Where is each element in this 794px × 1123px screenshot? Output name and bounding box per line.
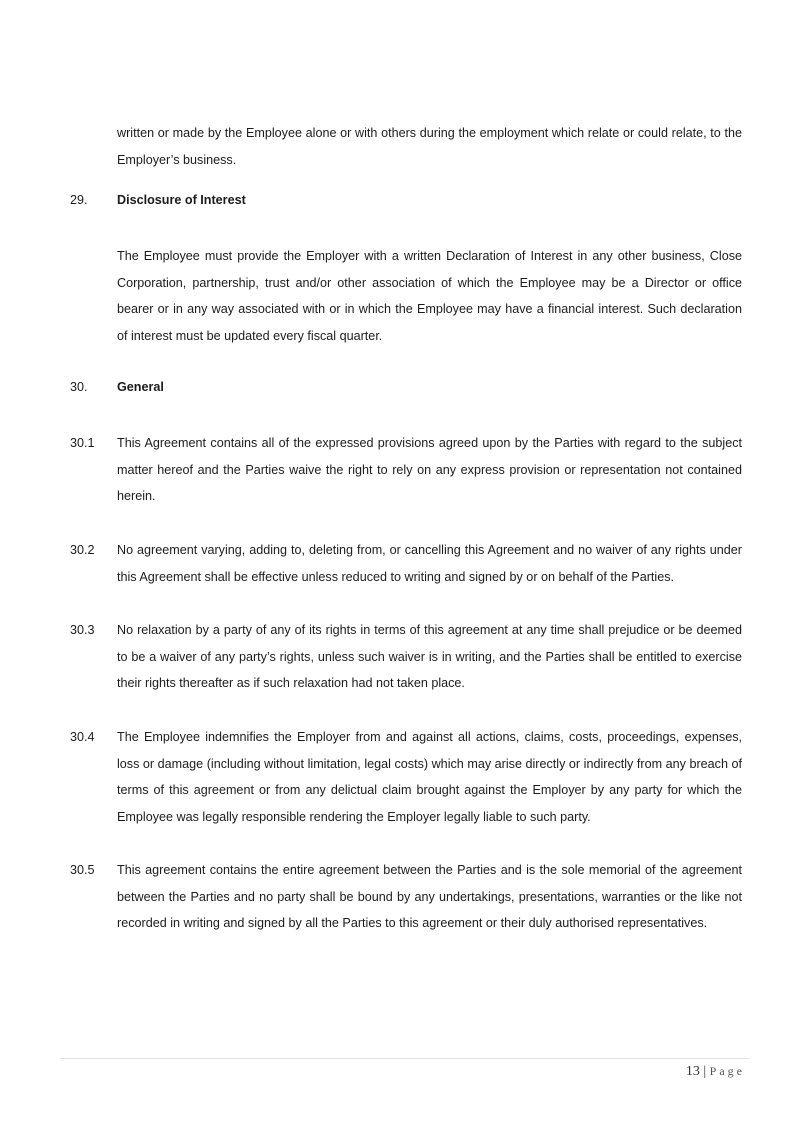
clause-30-2-number: 30.2 <box>70 543 95 557</box>
page-word: Page <box>709 1064 745 1078</box>
page-footer <box>655 1061 745 1082</box>
page-number: 13 <box>685 1064 700 1079</box>
section-30-title: General <box>117 380 164 394</box>
clause-30-5-text: This agreement contains the entire agreement between the Parties and is the sole memorial of the agreement between the Parties and no party shall be bound by any undertakings, presentations, warranties or the like not recorded in writing and signed by all the Parties to this agreement or their duly authorised representatives. <box>117 863 742 930</box>
continuation-paragraph: written or made by the Employee alone or with others during the employment which relate or could relate, to the Employer’s business. <box>117 126 742 167</box>
clause-30-3-text: No relaxation by a party of any of its rights in terms of this agreement at any time shall prejudice or be deemed to be a waiver of any party’s rights, unless such waiver is in writing, and the Parties shall be entitled to exercise their rights thereafter as if such relaxation had not taken place. <box>117 623 742 690</box>
clause-30-5-number: 30.5 <box>70 863 95 877</box>
page-separator: | <box>703 1064 707 1079</box>
section-30-number: 30. <box>70 380 88 394</box>
clause-30-2-text: No agreement varying, adding to, deleting from, or cancelling this Agreement and no waiver of any rights under this Agreement shall be effective unless reduced to writing and signed by or on behalf of the Parties. <box>117 543 742 584</box>
clause-30-1-text: This Agreement contains all of the expressed provisions agreed upon by the Parties with regard to the subject matter hereof and the Parties waive the right to rely on any express provision or representation not contained herein. <box>117 436 742 503</box>
clause-30-1-number: 30.1 <box>70 436 95 450</box>
clause-30-3-number: 30.3 <box>70 623 95 637</box>
section-29-number: 29. <box>70 193 88 207</box>
clause-30-4-number: 30.4 <box>70 730 95 744</box>
footer-divider <box>60 1058 750 1059</box>
section-29-body: The Employee must provide the Employer with a written Declaration of Interest in any other business, Close Corporation, partnership, trust and/or other association of which the Employee may be a Director or office bearer or in any way associated with or in which the Employee may have a financial interest. Such declaration of interest must be updated every fiscal quarter. <box>117 249 742 343</box>
section-29-title: Disclosure of Interest <box>117 193 246 207</box>
clause-30-4-text: The Employee indemnifies the Employer from and against all actions, claims, costs, proceedings, expenses, loss or damage (including without limitation, legal costs) which may arise directly or indirectly from any breach of terms of this agreement or from any delictual claim brought against the Employer by any party for which the Employee was legally responsible rendering the Employer legally liable to such party. <box>117 730 742 824</box>
